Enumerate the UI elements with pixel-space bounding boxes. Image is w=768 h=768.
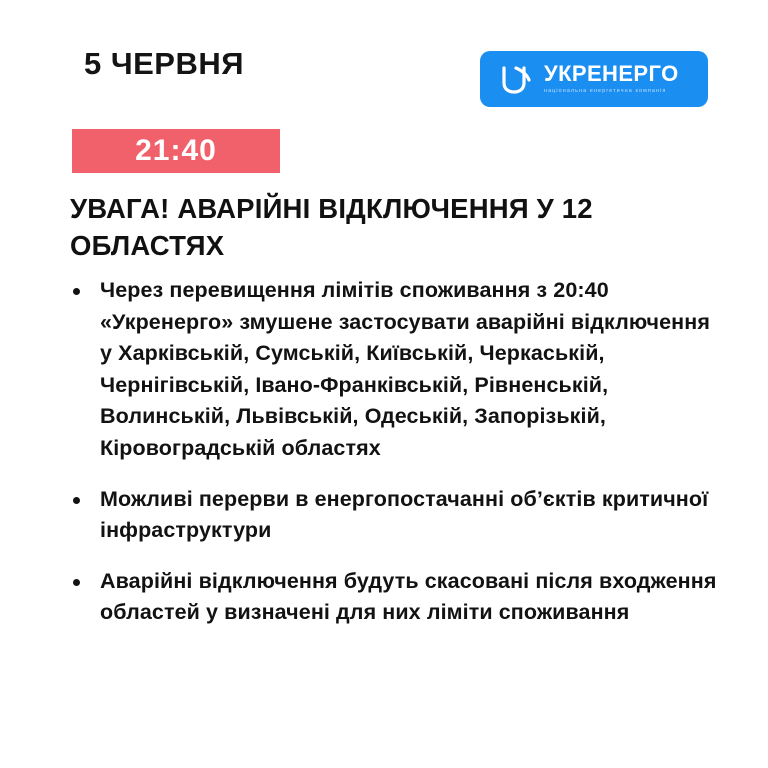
page-header: [0, 46, 768, 110]
bullet-dot-icon: [73, 497, 80, 504]
list-item-text: Можливі перерви в енергопостачанні об’єктів критичної інфраструктури: [100, 486, 709, 543]
ukrenergo-monogram-icon: [496, 59, 536, 99]
list-item: [70, 484, 720, 547]
page-date: 5 ЧЕРВНЯ: [84, 46, 245, 81]
bullet-dot-icon: [73, 288, 80, 295]
logo-subtitle: національна енергетична компанія: [544, 88, 667, 95]
bullet-list: [70, 275, 720, 629]
ukrenergo-logo: [480, 51, 708, 107]
logo-name: УКРЕНЕРГО: [544, 61, 679, 87]
list-item-text: Аварійні відключення будуть скасовані після входження областей у визначені для них ліміти споживання: [100, 568, 717, 625]
time-badge-label: 21:40: [135, 134, 217, 167]
logo-text: [544, 63, 679, 94]
list-item: [70, 275, 720, 465]
page-title: УВАГА! АВАРІЙНІ ВІДКЛЮЧЕННЯ У 12 ОБЛАСТЯХ: [70, 193, 593, 262]
time-badge: [72, 129, 280, 173]
list-item-text: Через перевищення лімітів споживання з 20:40 «Укренерго» змушене застосувати аварійні відключення у Харківській, Сумській, Київській, Черкаській, Чернігівській, Івано-Франківській, Рівненській, Волинській, Львівській, Одеській, Запорізькій, Кіровоградській областях: [100, 278, 710, 460]
bullet-dot-icon: [73, 579, 80, 586]
list-item: [70, 566, 720, 629]
